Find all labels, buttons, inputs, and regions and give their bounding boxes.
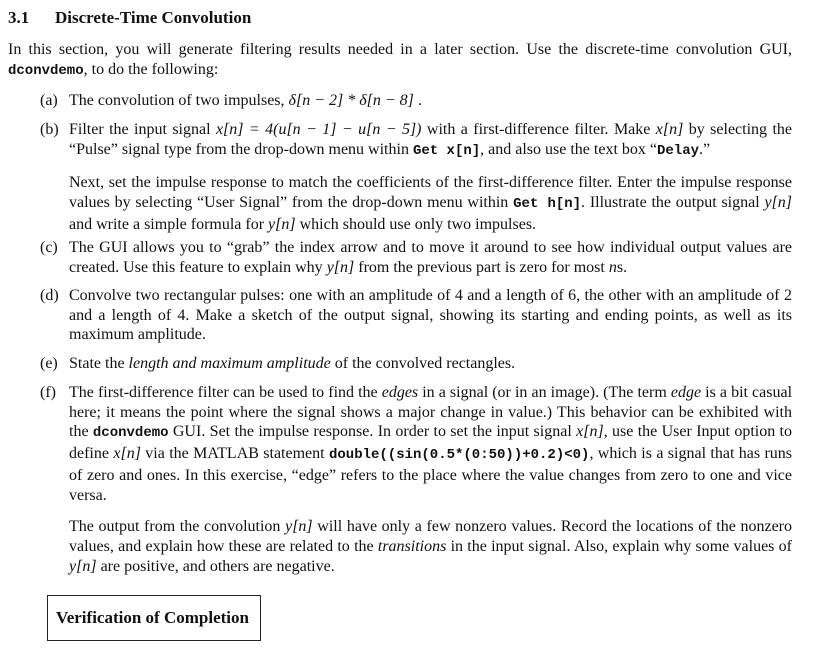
code-text: Delay [657, 142, 700, 159]
emphasis-text: edge [670, 384, 702, 401]
item-d [40, 286, 792, 345]
math-expression: y[n] [764, 194, 792, 212]
item-c: (c) The GUI allows you to “grab” the index arrow and to move it around to see how individual output values are created. Use this feature to explain why y[n] from the previous part is zero for most ns. [40, 239, 792, 276]
item-e-label: (e) [40, 355, 58, 372]
item-d-text: Convolve two rectangular pulses: one with an amplitude of 4 and a length of 6, the other with an amplitude of 2 and a length of 4. Make a sketch of the output signal, showing its starting and ending points, as well as its maximum amplitude. [69, 287, 792, 344]
math-expression: y[n] [326, 258, 355, 276]
emphasis-text: length and maximum amplitude [128, 355, 331, 372]
item-a-text: The convolution of two impulses, [69, 92, 289, 109]
verification-label: Verification of Completion [56, 608, 249, 627]
emphasis-text: transitions [377, 537, 447, 555]
item-b [40, 120, 792, 235]
intro-paragraph [8, 40, 792, 81]
code-text: Get h[n] [513, 196, 582, 213]
item-f-paragraph-1: The first-difference filter can be used to find the edges in a signal (or in an image). (The term edge is a bit casual here; it means the point where the signal shows a major change in value.) This behavior can be exhibited with the dconvdemo GUI. Set the impulse response. In order to set the input signal x[n], use the User Input option to define x[n] via the MATLAB statement double((sin(0.5*(0:50))+0.2)<0), which is a signal that has runs of zero and ones. In this exercise, “edge” refers to the place where the value changes from zero to one and vice versa. [69, 384, 793, 504]
item-b-paragraph-1: Filter the input signal x[n] = 4(u[n − 1] − u[n − 5]) with a first-difference filter. Make x[n] by selecting the “Pulse” signal type from the drop-down menu within Get x[n], and also use the text box “Delay.” [69, 121, 792, 159]
section-number: 3.1 [8, 8, 30, 27]
verification-box [47, 595, 261, 641]
item-b-paragraph-2: Next, set the impulse response to match the coefficients of the first-difference filter. Enter the impulse response values by selecting “User Signal” from the drop-down menu within Get h[n]. Illustrate the output signal y[n] and write a simple formula for y[n] which should use only two impulses. [69, 174, 792, 233]
code-text: double((sin(0.5*(0:50))+0.2)<0) [328, 447, 590, 464]
intro-text: In this section, you will generate filtering results needed in a later section. Use the discrete-time convolution GUI, [8, 41, 792, 58]
item-a-text-end: . [413, 92, 422, 109]
math-expression: y[n] [268, 215, 296, 233]
item-a-math: δ[n − 2] * δ[n − 8] [288, 92, 414, 109]
math-expression: n [608, 258, 617, 276]
math-expression: x[n] = 4(u[n − 1] − u[n − 5]) [215, 121, 422, 138]
math-expression: x[n] [113, 445, 141, 463]
item-b-label: (b) [40, 121, 59, 138]
math-expression: y[n] [69, 557, 97, 575]
code-text: Get x[n] [412, 142, 481, 159]
item-f [40, 383, 792, 576]
item-a-label: (a) [40, 92, 58, 109]
intro-code: dconvdemo [8, 62, 84, 79]
code-text: dconvdemo [92, 425, 169, 442]
item-f-paragraph-2: The output from the convolution y[n] will have only a few nonzero values. Record the locations of the nonzero values, and explain how these are related to the transitions in the input signal. Also, explain why some values of y[n] are positive, and others are negative. [69, 518, 793, 575]
section-title: Discrete-Time Convolution [55, 8, 252, 27]
emphasis-text: edges [381, 384, 419, 401]
item-d-label: (d) [40, 287, 59, 304]
intro-text-end: , to do the following: [83, 60, 219, 78]
item-c-label: (c) [40, 239, 58, 256]
math-expression: x[n] [576, 423, 604, 441]
section-heading [8, 8, 251, 28]
math-expression: y[n] [285, 518, 313, 536]
item-e: (e) State the length and maximum amplitude of the convolved rectangles. [40, 355, 516, 372]
math-expression: x[n] [655, 121, 684, 138]
item-a [40, 91, 792, 111]
item-f-label: (f) [40, 384, 56, 401]
